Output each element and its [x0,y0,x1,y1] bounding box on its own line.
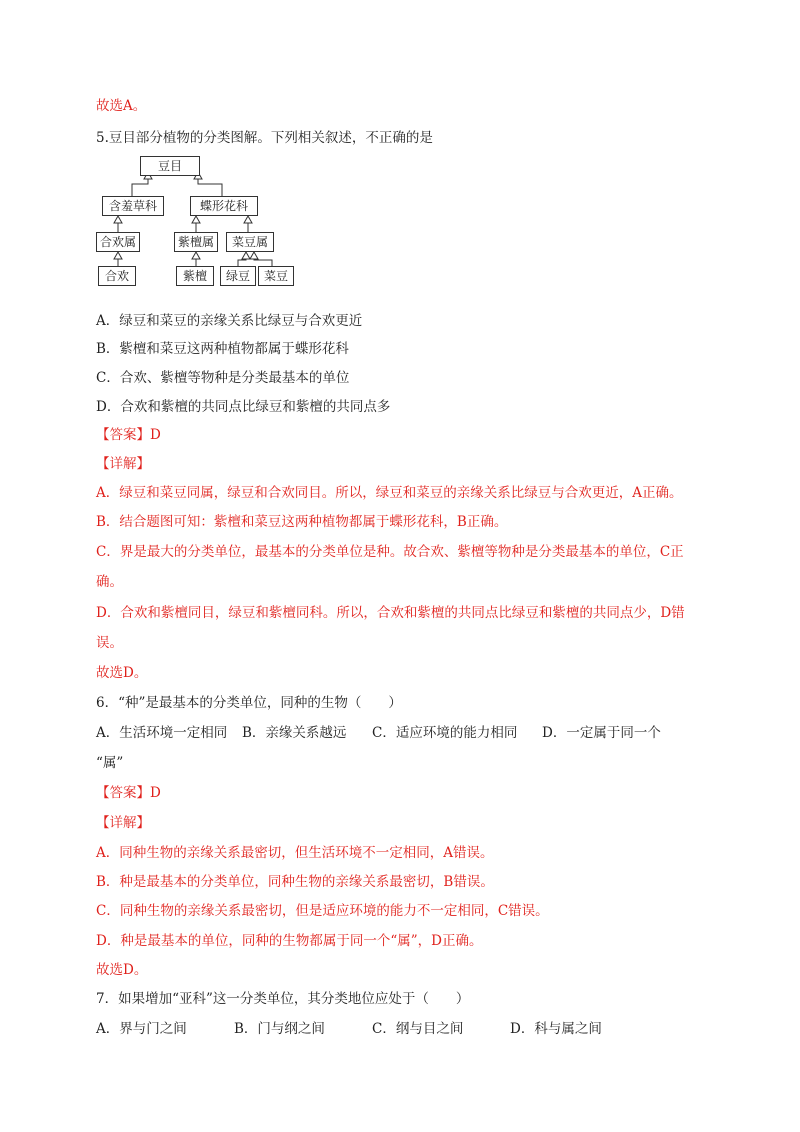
answer-label: 【答案】 [96,427,150,443]
q7-option-b: B．门与纲之间 [234,1021,325,1037]
q7-option-a: A．界与门之间 [96,1021,187,1037]
question-6: 6．“种”是最基本的分类单位，同种的生物（ ） [96,695,402,711]
node-family-mimosaceae: 含羞草科 [102,196,164,216]
node-species-kidney-bean: 菜豆 [258,266,294,286]
q6-explain-c: C．同种生物的亲缘关系最密切，但是适应环境的能力不一定相同，C错误。 [96,903,549,919]
node-family-papilionaceae: 蝶形花科 [190,196,258,216]
node-species-mung-bean: 绿豆 [220,266,256,286]
q5-explain-c: C．界是最大的分类单位，最基本的分类单位是种。故合欢、紫檀等物种是分类最基本的单位，C正 [96,544,684,560]
question-7: 7．如果增加“亚科”这一分类单位，其分类地位应处于（ ） [96,991,470,1007]
node-genus-phaseolus: 菜豆属 [226,232,274,252]
conclusion-line: 故选A。 [96,98,147,114]
q7-option-d: D．科与属之间 [510,1021,602,1037]
question-5: 5.豆目部分植物的分类图解。下列相关叙述，不正确的是 [96,130,433,146]
answer-label: 【答案】 [96,785,150,801]
node-species-albizia: 合欢 [98,266,136,286]
q5-explain-b: B．结合题图可知：紫檀和菜豆这两种植物都属于蝶形花科，B正确。 [96,514,508,530]
q5-explain-c-cont: 确。 [96,574,123,590]
q7-option-c: C．纲与目之间 [372,1021,464,1037]
q5-answer [96,426,161,444]
node-genus-pterocarpus: 紫檀属 [174,232,218,252]
node-order: 豆目 [140,156,200,176]
q5-option-d: D．合欢和紫檀的共同点比绿豆和紫檀的共同点多 [96,399,391,415]
q6-explain-a: A．同种生物的亲缘关系最密切，但生活环境不一定相同，A错误。 [96,845,494,861]
q5-explain-d-cont: 误。 [96,635,123,651]
q5-conclusion: 故选D。 [96,665,148,681]
q6-answer [96,784,161,802]
q6-option-d: D．一定属于同一个 [542,725,661,741]
q5-explain-d: D．合欢和紫檀同目，绿豆和紫檀同科。所以，合欢和紫檀的共同点比绿豆和紫檀的共同点少，D错 [96,605,685,621]
q6-explain-b: B．种是最基本的分类单位，同种生物的亲缘关系最密切，B错误。 [96,874,494,890]
q6-option-b: B．亲缘关系越远 [242,725,347,741]
node-genus-albizia: 合欢属 [96,232,140,252]
q5-explain-a: A．绿豆和菜豆同属，绿豆和合欢同目。所以，绿豆和菜豆的亲缘关系比绿豆与合欢更近，A正确。 [96,485,683,501]
q6-option-a: A．生活环境一定相同 [96,725,228,741]
q6-option-d-cont: “属” [96,755,124,771]
answer-value: D [150,427,161,443]
classification-diagram [96,156,306,296]
q5-option-b: B．紫檀和菜豆这两种植物都属于蝶形花科 [96,341,349,357]
node-species-pterocarpus: 紫檀 [176,266,214,286]
answer-value: D [150,785,161,801]
q6-option-c: C．适应环境的能力相同 [372,725,518,741]
q5-option-a: A．绿豆和菜豆的亲缘关系比绿豆与合欢更近 [96,313,363,329]
q5-detail-label: 【详解】 [96,456,150,472]
q6-explain-d: D．种是最基本的单位，同种的生物都属于同一个“属”，D正确。 [96,933,483,949]
q6-conclusion: 故选D。 [96,962,148,978]
q5-option-c: C．合欢、紫檀等物种是分类最基本的单位 [96,370,350,386]
q6-detail-label: 【详解】 [96,815,150,831]
